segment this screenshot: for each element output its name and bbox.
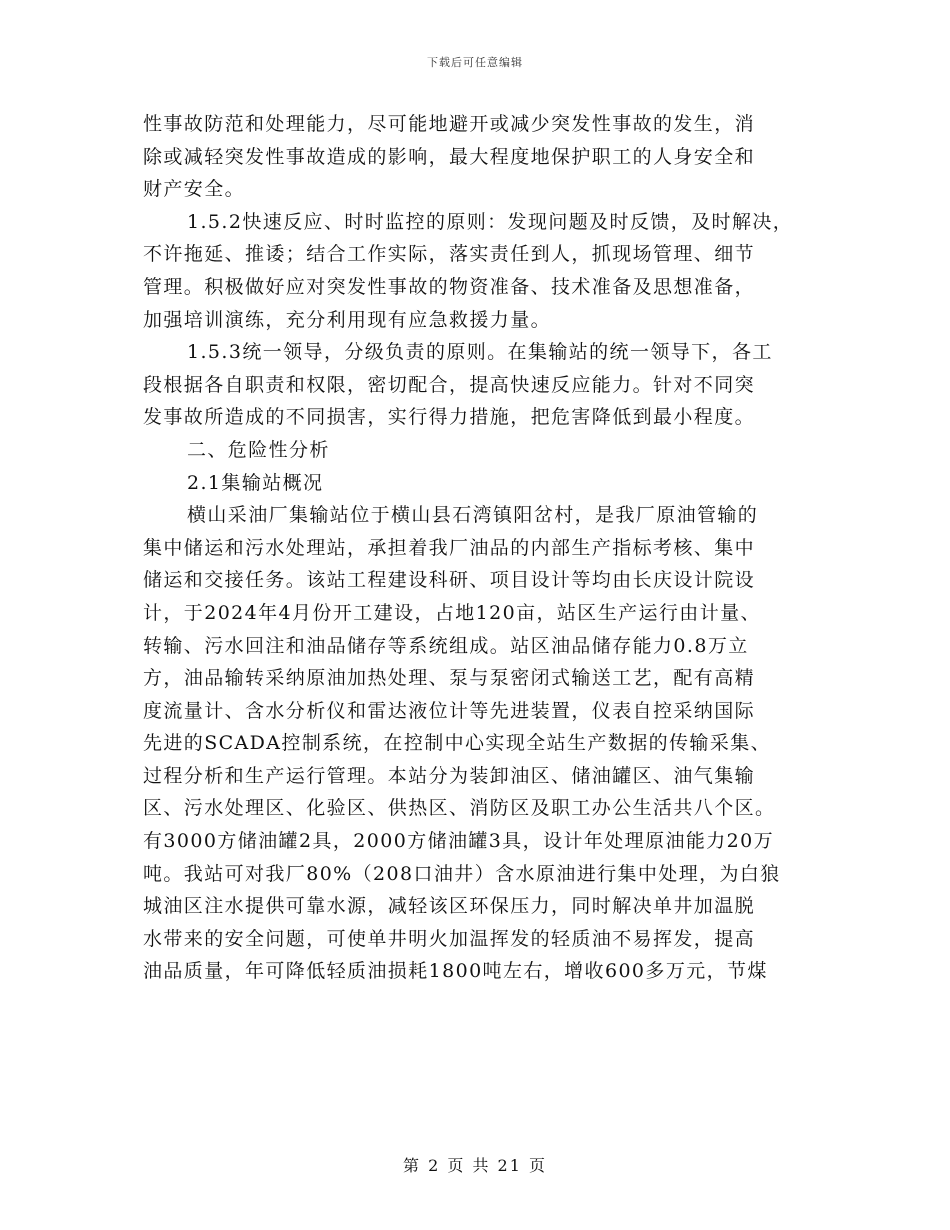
paragraph-line: 横山采油厂集输站位于横山县石湾镇阳岔村，是我厂原油管输的 (187, 504, 759, 527)
paragraph-line: 计，于2024年4月份开工建设，占地120亩，站区生产运行由计量、 (143, 601, 761, 624)
paragraph-line: 水带来的安全问题，可使单井明火加温挥发的轻质油不易挥发，提高 (143, 927, 756, 950)
paragraph-line: 1.5.3统一领导，分级负责的原则。在集输站的统一领导下，各工 (187, 341, 773, 364)
paragraph-line: 区、污水处理区、化验区、供热区、消防区及职工办公生活共八个区。 (143, 797, 776, 820)
paragraph-line: 段根据各自职责和权限，密切配合，提高快速反应能力。针对不同突 (143, 373, 756, 396)
document-body (143, 108, 833, 988)
paragraph-line: 油品质量，年可降低轻质油损耗1800吨左右，增收600多万元，节煤 (143, 960, 768, 983)
page-footer: 第 2 页 共 21 页 (403, 1156, 547, 1175)
paragraph-line: 方，油品输转采纳原油加热处理、泵与泵密闭式输送工艺，配有高精 (143, 667, 756, 690)
paragraph-line: 管理。积极做好应对突发性事故的物资准备、技术准备及思想准备， (143, 275, 756, 298)
paragraph-line: 城油区注水提供可靠水源，减轻该区环保压力，同时解决单井加温脱 (143, 895, 756, 918)
paragraph-line: 二、危险性分析 (187, 438, 330, 461)
paragraph-line: 2.1集输站概况 (187, 471, 324, 494)
paragraph-line: 不许拖延、推诿；结合工作实际，落实责任到人，抓现场管理、细节 (143, 243, 756, 266)
paragraph-line: 1.5.2快速反应、时时监控的原则：发现问题及时反馈，及时解决， (187, 210, 794, 233)
page-header: 下载后可任意编辑 (427, 56, 523, 69)
paragraph-line: 除或减轻突发性事故造成的影响，最大程度地保护职工的人身安全和 (143, 145, 756, 168)
paragraph-line: 加强培训演练，充分利用现有应急救援力量。 (143, 308, 552, 331)
paragraph-line: 过程分析和生产运行管理。本站分为装卸油区、储油罐区、油气集输 (143, 764, 756, 787)
paragraph-line: 吨。我站可对我厂80%（208口油井）含水原油进行集中处理，为白狼 (143, 862, 781, 885)
paragraph-line: 有3000方储油罐2具，2000方储油罐3具，设计年处理原油能力20万 (143, 830, 775, 853)
paragraph-line: 先进的SCADA控制系统，在控制中心实现全站生产数据的传输采集、 (143, 732, 772, 755)
paragraph-line: 性事故防范和处理能力，尽可能地避开或减少突发性事故的发生，消 (143, 113, 756, 135)
paragraph-line: 财产安全。 (143, 178, 246, 201)
paragraph-line: 转输、污水回注和油品储存等系统组成。站区油品储存能力0.8万立 (143, 634, 749, 657)
paragraph-line: 集中储运和污水处理站，承担着我厂油品的内部生产指标考核、集中 (143, 536, 756, 559)
paragraph-line: 储运和交接任务。该站工程建设科研、项目设计等均由长庆设计院设 (143, 569, 756, 592)
paragraph-line: 发事故所造成的不同损害，实行得力措施，把危害降低到最小程度。 (143, 406, 756, 429)
paragraph-line: 度流量计、含水分析仪和雷达液位计等先进装置，仪表自控采纳国际 (143, 699, 756, 722)
